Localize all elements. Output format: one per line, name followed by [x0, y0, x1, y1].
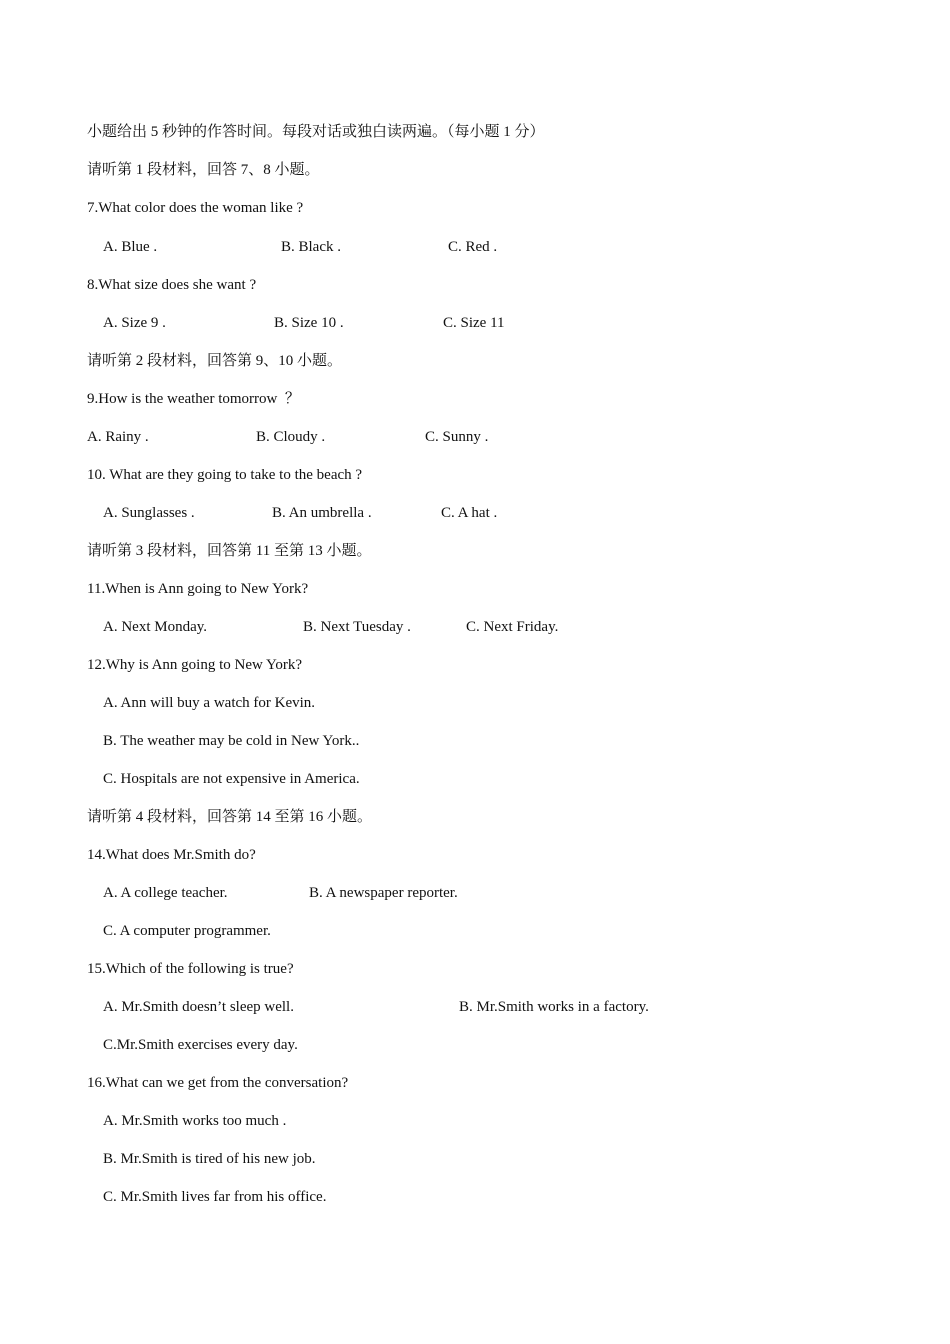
question-8-option-a: A. Size 9 .: [103, 315, 166, 331]
instructions-text: 小题给出 5 秒钟的作答时间。每段对话或独白读两遍。（每小题 1 分）: [87, 124, 545, 140]
section-1-heading: 请听第 1 段材料，回答 7、8 小题。: [87, 162, 320, 178]
question-10-stem: 10. What are they going to take to the beach ?: [87, 467, 363, 483]
question-14-option-c: C. A computer programmer.: [103, 923, 271, 939]
question-15-option-b: B. Mr.Smith works in a factory.: [459, 999, 649, 1015]
question-8-option-b: B. Size 10 .: [274, 315, 344, 331]
question-11-option-a: A. Next Monday.: [103, 619, 208, 635]
question-8-stem: 8.What size does she want ?: [87, 277, 257, 293]
section-2-heading: 请听第 2 段材料，回答第 9、10 小题。: [87, 353, 343, 369]
question-11-stem: 11.When is Ann going to New York?: [87, 581, 309, 597]
question-14-stem: 14.What does Mr.Smith do?: [87, 847, 256, 863]
question-10-option-b: B. An umbrella .: [272, 505, 372, 521]
question-15-stem: 15.Which of the following is true?: [87, 961, 294, 977]
question-11-option-c: C. Next Friday.: [466, 619, 559, 635]
question-11-option-b: B. Next Tuesday .: [303, 619, 411, 635]
question-7-option-b: B. Black .: [281, 239, 341, 255]
question-14-option-b: B. A newspaper reporter.: [309, 885, 458, 901]
question-10-option-c: C. A hat .: [441, 505, 498, 521]
question-15-option-c: C.Mr.Smith exercises every day.: [103, 1037, 298, 1053]
question-12-option-b: B. The weather may be cold in New York..: [103, 733, 360, 749]
question-10-option-a: A. Sunglasses .: [103, 505, 195, 521]
question-7-option-c: C. Red .: [448, 239, 498, 255]
question-9-option-a: A. Rainy .: [87, 429, 149, 445]
question-16-option-a: A. Mr.Smith works too much .: [103, 1113, 287, 1129]
question-12-stem: 12.Why is Ann going to New York?: [87, 657, 303, 673]
question-14-option-a: A. A college teacher.: [103, 885, 228, 901]
question-12-option-c: C. Hospitals are not expensive in America.: [103, 771, 360, 787]
question-16-option-b: B. Mr.Smith is tired of his new job.: [103, 1151, 316, 1167]
question-7-option-a: A. Blue .: [103, 239, 158, 255]
question-9-option-c: C. Sunny .: [425, 429, 489, 445]
question-9-stem: 9.How is the weather tomorrow ？: [87, 391, 300, 407]
section-4-heading: 请听第 4 段材料，回答第 14 至第 16 小题。: [87, 809, 373, 825]
question-16-option-c: C. Mr.Smith lives far from his office.: [103, 1189, 327, 1205]
question-8-option-c: C. Size 11: [443, 315, 505, 331]
section-3-heading: 请听第 3 段材料，回答第 11 至第 13 小题。: [87, 543, 372, 559]
question-7-stem: 7.What color does the woman like ?: [87, 200, 304, 216]
question-15-option-a: A. Mr.Smith doesn’t sleep well.: [103, 999, 294, 1015]
question-12-option-a: A. Ann will buy a watch for Kevin.: [103, 695, 316, 711]
question-9-option-b: B. Cloudy .: [256, 429, 326, 445]
question-16-stem: 16.What can we get from the conversation?: [87, 1075, 349, 1091]
